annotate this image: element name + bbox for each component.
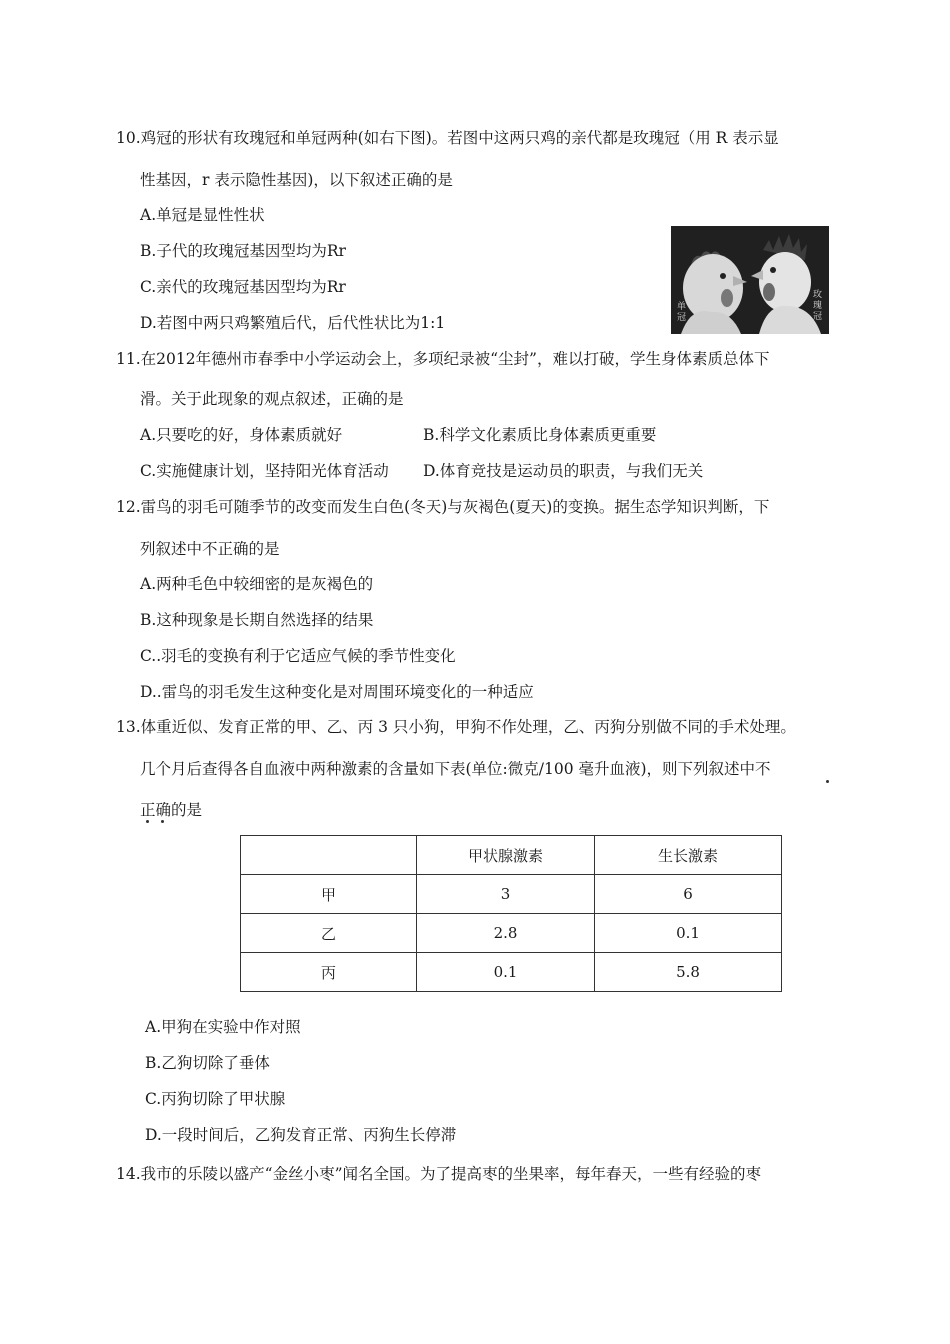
table-cell: 6 xyxy=(595,875,782,914)
rose-comb-label: 玫瑰冠 xyxy=(813,290,823,322)
hormone-table xyxy=(240,835,782,992)
q13-stem-line3: 正确的是 xyxy=(140,801,203,819)
single-comb-label: 单冠 xyxy=(677,302,687,323)
q10-option-a: A.单冠是显性性状 xyxy=(140,206,265,224)
table-cell: 0.1 xyxy=(595,914,782,953)
q10-stem-line1: 10.鸡冠的形状有玫瑰冠和单冠两种(如右下图)。若图中这两只鸡的亲代都是玫瑰冠（用 R 表示显 xyxy=(116,129,779,147)
q10-option-b: B.子代的玫瑰冠基因型均为Rr xyxy=(140,242,346,260)
q10-stem-line2: 性基因，r 表示隐性基因)，以下叙述正确的是 xyxy=(140,171,453,189)
q13-option-b: B.乙狗切除了垂体 xyxy=(145,1054,270,1072)
q10-option-d: D.若图中两只鸡繁殖后代，后代性状比为1:1 xyxy=(140,314,446,332)
q12-option-a: A.两种毛色中较细密的是灰褐色的 xyxy=(140,575,374,593)
table-cell: 甲 xyxy=(241,875,417,914)
q13-option-c: C.丙狗切除了甲状腺 xyxy=(145,1090,286,1108)
q11-stem-line1: 11.在2012年德州市春季中小学运动会上，多项纪录被“尘封”，难以打破，学生身体素质总体下 xyxy=(116,350,770,368)
q14-stem-line1: 14.我市的乐陵以盛产“金丝小枣”闻名全国。为了提高枣的坐果率，每年春天，一些有经验的枣 xyxy=(116,1165,762,1183)
q10-option-c: C.亲代的玫瑰冠基因型均为Rr xyxy=(140,278,346,296)
table-row xyxy=(241,953,782,992)
q12-stem-line2: 列叙述中不正确的是 xyxy=(140,540,280,558)
q13-stem-line1: 13.体重近似、发育正常的甲、乙、丙 3 只小狗，甲狗不作处理，乙、丙狗分别做不同的手术处理。 xyxy=(116,718,796,736)
table-header-row xyxy=(241,836,782,875)
q12-option-d: D..雷鸟的羽毛发生这种变化是对周围环境变化的一种适应 xyxy=(140,683,534,701)
q11-option-a: A.只要吃的好，身体素质就好 xyxy=(140,426,343,444)
table-cell: 3 xyxy=(417,875,595,914)
rooster-comb-photo xyxy=(671,226,829,334)
table-header-cell xyxy=(241,836,417,875)
table-cell: 2.8 xyxy=(417,914,595,953)
table-row xyxy=(241,875,782,914)
emphasis-dot xyxy=(161,820,164,823)
table-cell: 丙 xyxy=(241,953,417,992)
q11-option-c: C.实施健康计划，坚持阳光体育活动 xyxy=(140,462,389,480)
q13-option-a: A.甲狗在实验中作对照 xyxy=(145,1018,301,1036)
q11-option-d: D.体育竞技是运动员的职责，与我们无关 xyxy=(423,462,704,480)
rooster-comb-illustration xyxy=(671,226,829,334)
emphasis-dot xyxy=(146,820,149,823)
emphasis-dot xyxy=(826,780,829,783)
table-cell: 0.1 xyxy=(417,953,595,992)
q12-stem-line1: 12.雷鸟的羽毛可随季节的改变而发生白色(冬天)与灰褐色(夏天)的变换。据生态学知识判断，下 xyxy=(116,498,770,516)
table-row xyxy=(241,914,782,953)
table-cell: 5.8 xyxy=(595,953,782,992)
q11-option-b: B.科学文化素质比身体素质更重要 xyxy=(423,426,657,444)
q12-option-c: C..羽毛的变换有利于它适应气候的季节性变化 xyxy=(140,647,456,665)
q13-option-d: D.一段时间后，乙狗发育正常、丙狗生长停滞 xyxy=(145,1126,457,1144)
table-header-cell: 甲状腺激素 xyxy=(417,836,595,875)
q11-stem-line2: 滑。关于此现象的观点叙述，正确的是 xyxy=(140,390,404,408)
table-header-cell: 生长激素 xyxy=(595,836,782,875)
q12-option-b: B.这种现象是长期自然选择的结果 xyxy=(140,611,374,629)
q13-stem-line2: 几个月后查得各自血液中两种激素的含量如下表(单位:微克/100 毫升血液)，则下列叙述中不 xyxy=(140,760,771,778)
table-cell: 乙 xyxy=(241,914,417,953)
